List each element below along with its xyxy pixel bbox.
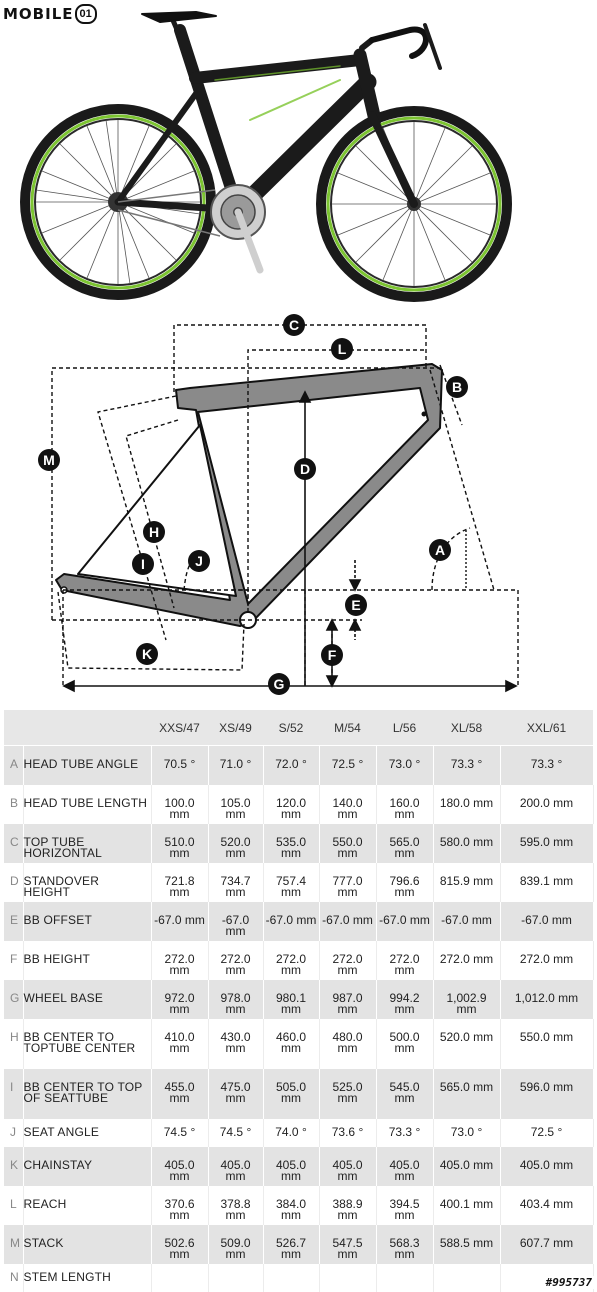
- svg-text:H: H: [148, 524, 160, 540]
- header-size: XS/49: [208, 710, 263, 746]
- row-value: 525.0 mm: [319, 1069, 376, 1119]
- row-value: 405.0 mm: [433, 1147, 500, 1186]
- row-value: 565.0 mm: [433, 1069, 500, 1119]
- row-value: 545.0 mm: [376, 1069, 433, 1119]
- label-l: [331, 338, 353, 360]
- row-value: [151, 1264, 208, 1292]
- geometry-table: [4, 710, 594, 1292]
- row-value: 74.5 °: [151, 1119, 208, 1147]
- row-param: SEAT ANGLE: [23, 1119, 151, 1147]
- label-g: [268, 673, 290, 695]
- row-value: 73.0 °: [376, 746, 433, 785]
- row-param: TOP TUBE HORIZONTAL: [23, 824, 151, 863]
- row-value: 580.0 mm: [433, 824, 500, 863]
- row-value: 734.7 mm: [208, 863, 263, 902]
- row-value: 384.0 mm: [263, 1186, 319, 1225]
- row-value: 796.6 mm: [376, 863, 433, 902]
- row-value: -67.0 mm: [433, 902, 500, 941]
- svg-text:L: L: [337, 341, 347, 357]
- row-key: C: [4, 824, 23, 863]
- row-key: F: [4, 941, 23, 980]
- table-row: [4, 902, 593, 941]
- row-value: 721.8 mm: [151, 863, 208, 902]
- row-value: 410.0 mm: [151, 1019, 208, 1069]
- row-param: STANDOVER HEIGHT: [23, 863, 151, 902]
- row-value: 405.0 mm: [208, 1147, 263, 1186]
- row-key: D: [4, 863, 23, 902]
- table-row: [4, 1119, 593, 1147]
- row-value: 994.2 mm: [376, 980, 433, 1019]
- row-param: BB HEIGHT: [23, 941, 151, 980]
- row-value: 403.4 mm: [500, 1186, 593, 1225]
- row-value: 405.0 mm: [376, 1147, 433, 1186]
- row-value: 72.5 °: [319, 746, 376, 785]
- table-row: [4, 1186, 593, 1225]
- svg-text:C: C: [288, 317, 300, 333]
- row-value: 72.5 °: [500, 1119, 593, 1147]
- row-value: 370.6 mm: [151, 1186, 208, 1225]
- row-value: 405.0 mm: [319, 1147, 376, 1186]
- row-key: M: [4, 1225, 23, 1264]
- row-value: 430.0 mm: [208, 1019, 263, 1069]
- row-key: A: [4, 746, 23, 785]
- row-param: HEAD TUBE LENGTH: [23, 785, 151, 824]
- row-value: 140.0 mm: [319, 785, 376, 824]
- label-d: [294, 458, 316, 480]
- row-value: 460.0 mm: [263, 1019, 319, 1069]
- label-a: [429, 539, 451, 561]
- svg-text:M: M: [43, 452, 55, 468]
- row-param: STEM LENGTH: [23, 1264, 151, 1292]
- row-value: 596.0 mm: [500, 1069, 593, 1119]
- row-key: K: [4, 1147, 23, 1186]
- row-param: WHEEL BASE: [23, 980, 151, 1019]
- row-value: 71.0 °: [208, 746, 263, 785]
- row-value: 73.0 °: [433, 1119, 500, 1147]
- row-value: 272.0 mm: [208, 941, 263, 980]
- header-key: [4, 710, 23, 746]
- table-row: [4, 1225, 593, 1264]
- header-size: XL/58: [433, 710, 500, 746]
- table-row: [4, 1147, 593, 1186]
- row-value: 272.0 mm: [319, 941, 376, 980]
- row-value: 510.0 mm: [151, 824, 208, 863]
- label-e: [345, 594, 367, 616]
- table-body: [4, 746, 593, 1292]
- label-c: [283, 314, 305, 336]
- row-value: 475.0 mm: [208, 1069, 263, 1119]
- label-m: [38, 449, 60, 471]
- row-key: G: [4, 980, 23, 1019]
- row-value: 272.0 mm: [500, 941, 593, 980]
- row-value: 105.0 mm: [208, 785, 263, 824]
- row-value: 500.0 mm: [376, 1019, 433, 1069]
- row-value: 1,012.0 mm: [500, 980, 593, 1019]
- table-row: [4, 1069, 593, 1119]
- row-value: 520.0 mm: [208, 824, 263, 863]
- row-key: L: [4, 1186, 23, 1225]
- svg-text:D: D: [299, 461, 311, 477]
- row-param: HEAD TUBE ANGLE: [23, 746, 151, 785]
- row-value: 72.0 °: [263, 746, 319, 785]
- row-value: 405.0 mm: [263, 1147, 319, 1186]
- row-value: 378.8 mm: [208, 1186, 263, 1225]
- row-value: -67.0 mm: [500, 902, 593, 941]
- row-key: H: [4, 1019, 23, 1069]
- logo-text: MOBILE: [3, 5, 74, 23]
- svg-text:F: F: [327, 647, 337, 663]
- row-value: 550.0 mm: [500, 1019, 593, 1069]
- row-param: CHAINSTAY: [23, 1147, 151, 1186]
- headtube-center-dot: [422, 412, 427, 417]
- header-size: XXS/47: [151, 710, 208, 746]
- row-value: 100.0 mm: [151, 785, 208, 824]
- svg-text:I: I: [141, 556, 145, 572]
- svg-text:G: G: [273, 676, 285, 692]
- row-param: STACK: [23, 1225, 151, 1264]
- label-j: [188, 550, 210, 572]
- row-value: 74.5 °: [208, 1119, 263, 1147]
- header-size: S/52: [263, 710, 319, 746]
- row-value: 74.0 °: [263, 1119, 319, 1147]
- row-value: [433, 1264, 500, 1292]
- row-value: -67.0 mm: [376, 902, 433, 941]
- label-h: [143, 521, 165, 543]
- row-value: -67.0 mm: [151, 902, 208, 941]
- row-value: 972.0 mm: [151, 980, 208, 1019]
- row-value: 405.0 mm: [500, 1147, 593, 1186]
- row-value: 839.1 mm: [500, 863, 593, 902]
- row-value: -67.0 mm: [319, 902, 376, 941]
- row-value: 200.0 mm: [500, 785, 593, 824]
- row-value: 272.0 mm: [151, 941, 208, 980]
- table-header-row: [4, 710, 593, 746]
- row-value: 757.4 mm: [263, 863, 319, 902]
- row-value: 987.0 mm: [319, 980, 376, 1019]
- row-value: 405.0 mm: [151, 1147, 208, 1186]
- table-row: [4, 824, 593, 863]
- table-row: [4, 1019, 593, 1069]
- row-value: 978.0 mm: [208, 980, 263, 1019]
- row-value: 520.0 mm: [433, 1019, 500, 1069]
- svg-text:B: B: [451, 379, 463, 395]
- row-value: 595.0 mm: [500, 824, 593, 863]
- row-value: 73.3 °: [500, 746, 593, 785]
- label-b: [446, 376, 468, 398]
- table-row: [4, 785, 593, 824]
- row-key: E: [4, 902, 23, 941]
- row-value: 480.0 mm: [319, 1019, 376, 1069]
- row-value: [376, 1264, 433, 1292]
- row-param: BB OFFSET: [23, 902, 151, 941]
- row-value: 73.3 °: [376, 1119, 433, 1147]
- row-value: 180.0 mm: [433, 785, 500, 824]
- row-value: 509.0 mm: [208, 1225, 263, 1264]
- header-param: [23, 710, 151, 746]
- header-size: XXL/61: [500, 710, 593, 746]
- row-param: BB CENTER TO TOP OF SEATTUBE: [23, 1069, 151, 1119]
- label-i: [132, 553, 154, 575]
- row-value: 565.0 mm: [376, 824, 433, 863]
- row-value: 394.5 mm: [376, 1186, 433, 1225]
- row-value: 502.6 mm: [151, 1225, 208, 1264]
- row-value: 588.5 mm: [433, 1225, 500, 1264]
- geometry-diagram: [0, 305, 597, 705]
- row-value: 777.0 mm: [319, 863, 376, 902]
- row-value: 272.0 mm: [433, 941, 500, 980]
- svg-text:K: K: [141, 646, 153, 662]
- row-value: 388.9 mm: [319, 1186, 376, 1225]
- table-row: [4, 980, 593, 1019]
- row-value: 526.7 mm: [263, 1225, 319, 1264]
- bike-photo: [0, 0, 597, 305]
- row-value: 160.0 mm: [376, 785, 433, 824]
- row-value: 1,002.9 mm: [433, 980, 500, 1019]
- label-k: [136, 643, 158, 665]
- row-value: 550.0 mm: [319, 824, 376, 863]
- svg-text:J: J: [195, 553, 203, 569]
- table-row: [4, 941, 593, 980]
- row-value: 70.5 °: [151, 746, 208, 785]
- header-size: M/54: [319, 710, 376, 746]
- row-key: N: [4, 1264, 23, 1292]
- row-key: I: [4, 1069, 23, 1119]
- row-value: [319, 1264, 376, 1292]
- row-value: 272.0 mm: [263, 941, 319, 980]
- row-param: BB CENTER TO TOPTUBE CENTER: [23, 1019, 151, 1069]
- table-row: [4, 746, 593, 785]
- row-value: 73.6 °: [319, 1119, 376, 1147]
- table-row: [4, 863, 593, 902]
- watermark: #995737: [545, 1276, 592, 1289]
- row-value: 400.1 mm: [433, 1186, 500, 1225]
- label-f: [321, 644, 343, 666]
- row-value: 272.0 mm: [376, 941, 433, 980]
- row-value: 120.0 mm: [263, 785, 319, 824]
- table-row: [4, 1264, 593, 1292]
- row-value: 815.9 mm: [433, 863, 500, 902]
- row-key: B: [4, 785, 23, 824]
- row-value: 505.0 mm: [263, 1069, 319, 1119]
- svg-text:E: E: [351, 597, 361, 613]
- row-key: J: [4, 1119, 23, 1147]
- logo-badge: 01: [75, 4, 97, 24]
- row-value: 568.3 mm: [376, 1225, 433, 1264]
- row-value: [263, 1264, 319, 1292]
- row-value: 535.0 mm: [263, 824, 319, 863]
- row-param: REACH: [23, 1186, 151, 1225]
- row-value: [208, 1264, 263, 1292]
- svg-text:A: A: [434, 542, 446, 558]
- row-value: -67.0 mm: [208, 902, 263, 941]
- header-size: L/56: [376, 710, 433, 746]
- row-value: -67.0 mm: [263, 902, 319, 941]
- row-value: 607.7 mm: [500, 1225, 593, 1264]
- frame-silhouette: [56, 364, 442, 626]
- row-value: 547.5 mm: [319, 1225, 376, 1264]
- row-value: 455.0 mm: [151, 1069, 208, 1119]
- row-value: 980.1 mm: [263, 980, 319, 1019]
- crankset: [211, 185, 265, 270]
- row-value: 73.3 °: [433, 746, 500, 785]
